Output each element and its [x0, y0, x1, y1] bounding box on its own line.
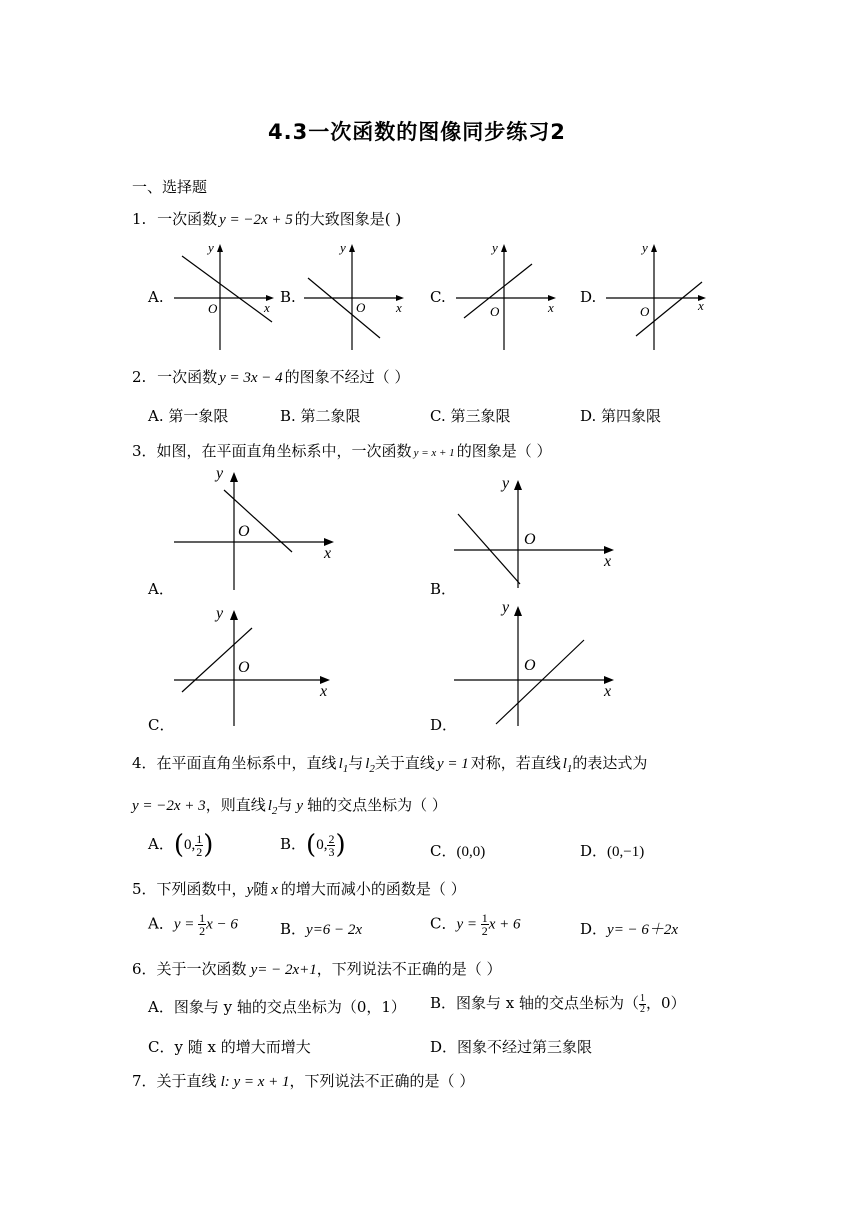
origin-label: O	[640, 304, 650, 319]
q6-option-b-post: ，0）	[646, 994, 686, 1012]
q1-stem	[132, 208, 401, 229]
q4-text-a: 在平面直角坐标系中，直线	[156, 754, 337, 772]
q4-l1: $l_1$	[338, 756, 349, 775]
y-label: y	[340, 240, 346, 255]
q5-text-b: 随	[253, 880, 269, 898]
q5-stem	[132, 878, 466, 899]
q6-option-b-pre: B．图象与 x 轴的交点坐标为（	[430, 994, 640, 1012]
origin-label: O	[524, 657, 536, 674]
graph-line	[182, 256, 272, 322]
q4-text-d: 对称，若直线	[470, 754, 561, 772]
q6-option-d: D．图象不经过第三象限	[430, 1038, 593, 1056]
graph-line	[496, 640, 584, 724]
q5-y-var: y	[246, 882, 254, 898]
q5-option-b-label: B．	[280, 920, 307, 938]
origin-label: O	[238, 523, 250, 540]
q2-stem	[132, 366, 409, 387]
q3-graph-d	[450, 596, 630, 730]
y-label: y	[642, 240, 648, 255]
origin-label: O	[490, 304, 500, 319]
q4-y-var: y	[296, 798, 304, 814]
q6-option-a: A．图象与 y 轴的交点坐标为（0，1）	[148, 998, 406, 1016]
q4-text-e: 的表达式为	[572, 754, 648, 772]
q4-option-a: A．(0, $\frac{1}{2}$ )	[148, 830, 214, 860]
q1-number: 1.	[132, 210, 147, 228]
x-label: x	[698, 298, 704, 313]
x-label: x	[604, 553, 612, 570]
q6-stem	[132, 958, 502, 979]
q5-option-d-label: D．	[580, 920, 608, 938]
q2-option-c: C. 第三象限	[430, 407, 511, 425]
q6-option-b: B．图象与 x 轴的交点坐标为（ $\frac{1}{2}$ ，0）	[430, 992, 686, 1015]
q4-option-c	[430, 840, 485, 861]
x-label: x	[604, 683, 612, 700]
y-arrow	[230, 472, 238, 482]
q5-text-c: 的增大而减小的函数是（ ）	[280, 880, 466, 898]
x-label: x	[320, 683, 328, 700]
y-arrow	[651, 244, 657, 252]
page-title: 4.3一次函数的图像同步练习2	[268, 120, 566, 144]
y-arrow	[230, 610, 238, 620]
q4-option-d-label: D．	[580, 842, 608, 860]
q3-stem-pre: 如图，在平面直角坐标系中，一次函数	[156, 442, 412, 460]
x-label: x	[264, 300, 270, 315]
q3-stem-post: 的图象是（ ）	[456, 442, 552, 460]
y-label: y	[216, 465, 224, 482]
q4-option-a-label: A．	[148, 835, 174, 853]
q3-graph-b	[450, 470, 630, 600]
q4-number: 4．	[132, 754, 157, 772]
q4-text-b: 与	[348, 754, 364, 772]
q6-expression: y= − 2x+1	[250, 962, 317, 978]
q4-expression: y = −2x + 3	[132, 798, 206, 814]
q2-option-a: A. 第一象限	[148, 407, 229, 425]
y-label: y	[216, 605, 224, 622]
q4-stem-line1	[132, 752, 647, 775]
q3-number: 3．	[132, 442, 157, 460]
q3-option-a-label: A．	[148, 580, 174, 598]
x-label: x	[548, 300, 554, 315]
q4-stem-line2	[132, 794, 447, 817]
y-arrow	[514, 480, 522, 490]
q4-text-g: 与	[277, 796, 293, 814]
q2-option-d: D. 第四象限	[580, 407, 662, 425]
q4-l2-again: $l_2$	[267, 798, 278, 817]
q5-text-a: 下列函数中，	[156, 880, 247, 898]
q5-option-d	[580, 918, 678, 939]
q3-graph-a	[170, 462, 350, 592]
y-arrow	[501, 244, 507, 252]
section-heading: 一、选择题	[132, 178, 208, 196]
q4-option-b: B．(0, $\frac{2}{3}$ )	[280, 830, 346, 860]
origin-label: O	[208, 301, 218, 316]
q4-option-a-first: 0,	[184, 837, 196, 853]
q4-option-b-first: 0,	[316, 837, 328, 853]
q6-text-b: ，下列说法不正确的是（ ）	[316, 960, 502, 978]
graph-line	[308, 278, 380, 338]
q1-graph-a	[170, 238, 282, 354]
q5-x-var: x	[271, 882, 278, 898]
q7-stem	[132, 1070, 474, 1091]
q4-l1-again: $l_1$	[562, 756, 573, 775]
q7-text-a: 关于直线	[156, 1072, 217, 1090]
q6-option-c: C．y 随 x 的增大而增大	[148, 1038, 311, 1056]
q3-expression: y = x + 1	[413, 447, 455, 459]
q1-option-a-label: A.	[148, 288, 164, 306]
q2-stem-pre: 一次函数	[157, 368, 218, 386]
q3-stem	[132, 440, 551, 461]
q4-option-c-value: (0,0)	[456, 844, 486, 860]
origin-label: O	[238, 659, 250, 676]
q5-option-d-value: y= − 6＋2x	[607, 922, 679, 938]
q2-option-b: B. 第二象限	[280, 407, 361, 425]
q1-option-c-label: C.	[430, 288, 446, 306]
q2-stem-post: 的图象不经过（ ）	[284, 368, 410, 386]
q1-graph-b	[300, 238, 412, 354]
q4-option-d-value: (0,−1)	[607, 844, 645, 860]
q1-stem-pre: 一次函数	[157, 210, 218, 228]
graph-line	[458, 514, 520, 584]
q4-text-h: 轴的交点坐标为（ ）	[307, 796, 447, 814]
q3-option-c-label: C．	[148, 716, 175, 734]
y-arrow	[217, 244, 223, 252]
y-label: y	[502, 599, 510, 616]
y-label: y	[492, 240, 498, 255]
q4-expr-y1: y = 1	[436, 756, 469, 772]
q1-graph-c	[452, 238, 564, 354]
q1-option-b-label: B.	[280, 288, 296, 306]
q2-expression: y = 3x − 4	[219, 370, 283, 386]
q7-number: 7．	[132, 1072, 157, 1090]
q4-option-c-label: C．	[430, 842, 457, 860]
x-label: x	[396, 300, 402, 315]
q5-option-c-label: C．	[430, 914, 457, 933]
q5-number: 5．	[132, 880, 157, 898]
q5-option-a: A．y = $\frac{1}{2}$ x − 6	[148, 911, 238, 938]
x-label: x	[324, 545, 332, 562]
q7-expression: l: y = x + 1	[220, 1074, 290, 1090]
q1-option-d-label: D.	[580, 288, 597, 306]
q5-option-b	[280, 918, 362, 939]
y-arrow	[349, 244, 355, 252]
origin-label: O	[524, 531, 536, 548]
q3-graph-c	[170, 600, 350, 730]
q1-expression: y = −2x + 5	[219, 212, 293, 228]
q3-option-b-label: B．	[430, 580, 457, 598]
y-arrow	[514, 606, 522, 616]
q6-number: 6．	[132, 960, 157, 978]
q4-text-c: 关于直线	[374, 754, 435, 772]
q1-stem-post: 的大致图象是( )	[294, 210, 402, 228]
y-label: y	[208, 240, 214, 255]
q5-option-a-label: A．	[148, 914, 174, 933]
q5-option-b-value: y=6 − 2x	[306, 922, 363, 938]
q6-text-a: 关于一次函数	[156, 960, 247, 978]
q3-option-d-label: D．	[430, 716, 458, 734]
y-label: y	[502, 475, 510, 492]
q4-l2: $l_2$	[365, 756, 375, 775]
q4-option-d	[580, 840, 644, 861]
q7-text-b: ，下列说法不正确的是（ ）	[289, 1072, 475, 1090]
q4-text-f: ，则直线	[205, 796, 266, 814]
q4-option-b-label: B．	[280, 835, 307, 853]
q2-number: 2.	[132, 368, 147, 386]
origin-label: O	[356, 300, 366, 315]
q1-graph-d	[602, 238, 714, 354]
q5-option-c: C．y = $\frac{1}{2}$ x + 6	[430, 911, 521, 938]
